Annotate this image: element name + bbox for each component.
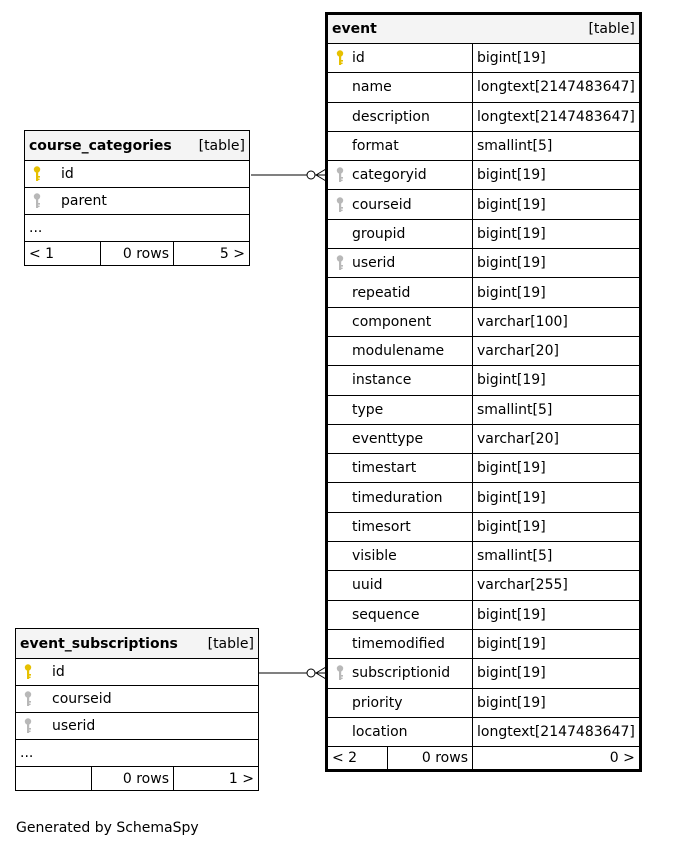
column-row[interactable] [327,161,641,190]
column-name-cell[interactable] [327,366,473,395]
column-row[interactable] [327,717,641,746]
column-name: id [52,664,65,680]
column-type: smallint[5] [473,131,641,160]
foreign-key-icon [20,717,36,735]
column-row[interactable] [25,188,250,215]
column-row[interactable] [16,686,259,713]
column-name-cell[interactable] [327,571,473,600]
column-row[interactable] [327,131,641,160]
column-type: bigint[19] [473,600,641,629]
column-type: varchar[20] [473,424,641,453]
column-row[interactable] [327,571,641,600]
column-name: courseid [52,691,112,707]
column-name-cell[interactable] [327,717,473,746]
column-name: sequence [352,606,420,623]
column-name: userid [352,255,396,272]
column-row[interactable] [327,688,641,717]
column-type: bigint[19] [473,688,641,717]
column-row[interactable] [327,366,641,395]
column-name-cell[interactable] [327,395,473,424]
column-name: format [352,138,399,155]
column-row[interactable] [25,161,250,188]
column-type: varchar[100] [473,307,641,336]
column-name-cell[interactable] [25,161,250,188]
parents-link[interactable]: < 2 [327,747,388,771]
foreign-key-icon [332,664,348,682]
column-name-cell[interactable] [16,659,259,686]
foreign-key-icon [29,192,45,210]
column-name-cell[interactable] [327,483,473,512]
column-name-cell[interactable] [327,688,473,717]
column-type: bigint[19] [473,454,641,483]
column-name-cell[interactable] [327,659,473,688]
column-name: location [352,723,408,740]
column-name: parent [61,193,107,209]
column-name-cell[interactable] [327,73,473,102]
column-name-cell[interactable] [327,102,473,131]
table-kind: [table] [198,137,245,154]
column-name-cell[interactable] [327,190,473,219]
column-row[interactable] [327,424,641,453]
column-row[interactable] [327,102,641,131]
column-name: priority [352,694,403,711]
table-name: event_subscriptions [20,635,178,652]
column-name-cell[interactable] [16,686,259,713]
course-categories-table[interactable] [24,130,250,266]
ellipsis-text: ... [20,745,34,761]
column-row[interactable] [327,307,641,336]
column-type: longtext[2147483647] [473,73,641,102]
column-name: id [352,50,365,67]
column-row[interactable] [327,249,641,278]
column-type: longtext[2147483647] [473,102,641,131]
column-row[interactable] [327,44,641,73]
column-row[interactable] [327,190,641,219]
column-name: name [352,79,392,96]
foreign-key-icon [20,690,36,708]
column-row[interactable] [327,512,641,541]
column-row[interactable] [327,659,641,688]
column-type: bigint[19] [473,629,641,658]
column-name-cell[interactable] [327,278,473,307]
column-name: repeatid [352,284,411,301]
row-count: 0 rows [387,747,472,771]
foreign-key-icon [332,196,348,214]
column-type: bigint[19] [473,249,641,278]
column-name: groupid [352,225,406,242]
foreign-key-icon [332,166,348,184]
column-name-cell[interactable] [16,713,259,740]
primary-key-icon [332,49,348,67]
column-name-cell[interactable] [327,454,473,483]
column-type: bigint[19] [473,190,641,219]
column-row[interactable] [327,454,641,483]
column-type: smallint[5] [473,542,641,571]
column-name: uuid [352,577,383,594]
event-subscriptions-table[interactable] [15,628,259,791]
column-type: bigint[19] [473,483,641,512]
column-name: timemodified [352,636,445,653]
row-count: 0 rows [92,767,174,791]
column-name: userid [52,718,96,734]
column-row[interactable] [327,219,641,248]
column-name: timeduration [352,489,443,506]
column-name: instance [352,372,412,389]
column-name: component [352,313,432,330]
relation-course-categories-event [251,169,326,181]
children-link[interactable]: 0 > [473,747,641,771]
parents-link[interactable]: < 1 [25,242,101,266]
column-name-cell[interactable] [327,131,473,160]
column-row[interactable] [327,542,641,571]
column-type: bigint[19] [473,366,641,395]
column-name-cell[interactable] [327,336,473,365]
ellipsis-row [16,740,259,767]
column-name-cell[interactable] [327,44,473,73]
column-name-cell[interactable] [327,600,473,629]
column-name-cell[interactable] [327,424,473,453]
column-name-cell[interactable] [327,249,473,278]
column-name-cell[interactable] [25,188,250,215]
column-row[interactable] [16,713,259,740]
column-name: timestart [352,460,417,477]
column-row[interactable] [16,659,259,686]
column-type: bigint[19] [473,278,641,307]
table-header[interactable] [327,14,641,44]
column-name-cell[interactable] [327,542,473,571]
column-row[interactable] [327,600,641,629]
column-type: varchar[255] [473,571,641,600]
column-name: subscriptionid [352,665,451,682]
column-type: bigint[19] [473,161,641,190]
column-row[interactable] [327,629,641,658]
column-type: bigint[19] [473,512,641,541]
column-row[interactable] [327,336,641,365]
column-name: id [61,166,74,182]
column-name: description [352,108,430,125]
table-kind: [table] [207,635,254,652]
table-kind: [table] [588,21,635,37]
column-name-cell[interactable] [327,219,473,248]
column-name: categoryid [352,167,427,184]
table-header[interactable] [25,131,250,161]
column-name-cell[interactable] [327,307,473,336]
column-name-cell[interactable] [327,161,473,190]
column-name: modulename [352,343,445,360]
parents-link[interactable] [16,767,92,791]
ellipsis-text: ... [29,220,43,236]
generated-by-note[interactable]: Generated by SchemaSpy [16,820,199,836]
column-name: eventtype [352,431,424,447]
column-row[interactable] [327,395,641,424]
children-link[interactable]: 1 > [174,767,259,791]
primary-key-icon [29,165,45,183]
table-name: event [332,21,377,37]
column-name-cell[interactable] [327,629,473,658]
relation-event-subscriptions-event [259,667,326,679]
column-name: visible [352,548,397,565]
children-link[interactable]: 5 > [174,242,250,266]
column-type: smallint[5] [473,395,641,424]
row-count: 0 rows [101,242,174,266]
event-table[interactable] [325,12,642,772]
column-type: varchar[20] [473,336,641,365]
column-row[interactable] [327,483,641,512]
column-row[interactable] [327,73,641,102]
column-name: timesort [352,518,411,535]
column-name: courseid [352,196,412,213]
primary-key-icon [20,663,36,681]
foreign-key-icon [332,254,348,272]
column-type: bigint[19] [473,659,641,688]
column-name-cell[interactable] [327,512,473,541]
column-type: longtext[2147483647] [473,717,641,746]
column-name: type [352,401,384,418]
column-type: bigint[19] [473,219,641,248]
column-row[interactable] [327,278,641,307]
table-name: course_categories [29,137,172,154]
ellipsis-row [25,215,250,242]
column-type: bigint[19] [473,44,641,73]
table-header[interactable] [16,629,259,659]
